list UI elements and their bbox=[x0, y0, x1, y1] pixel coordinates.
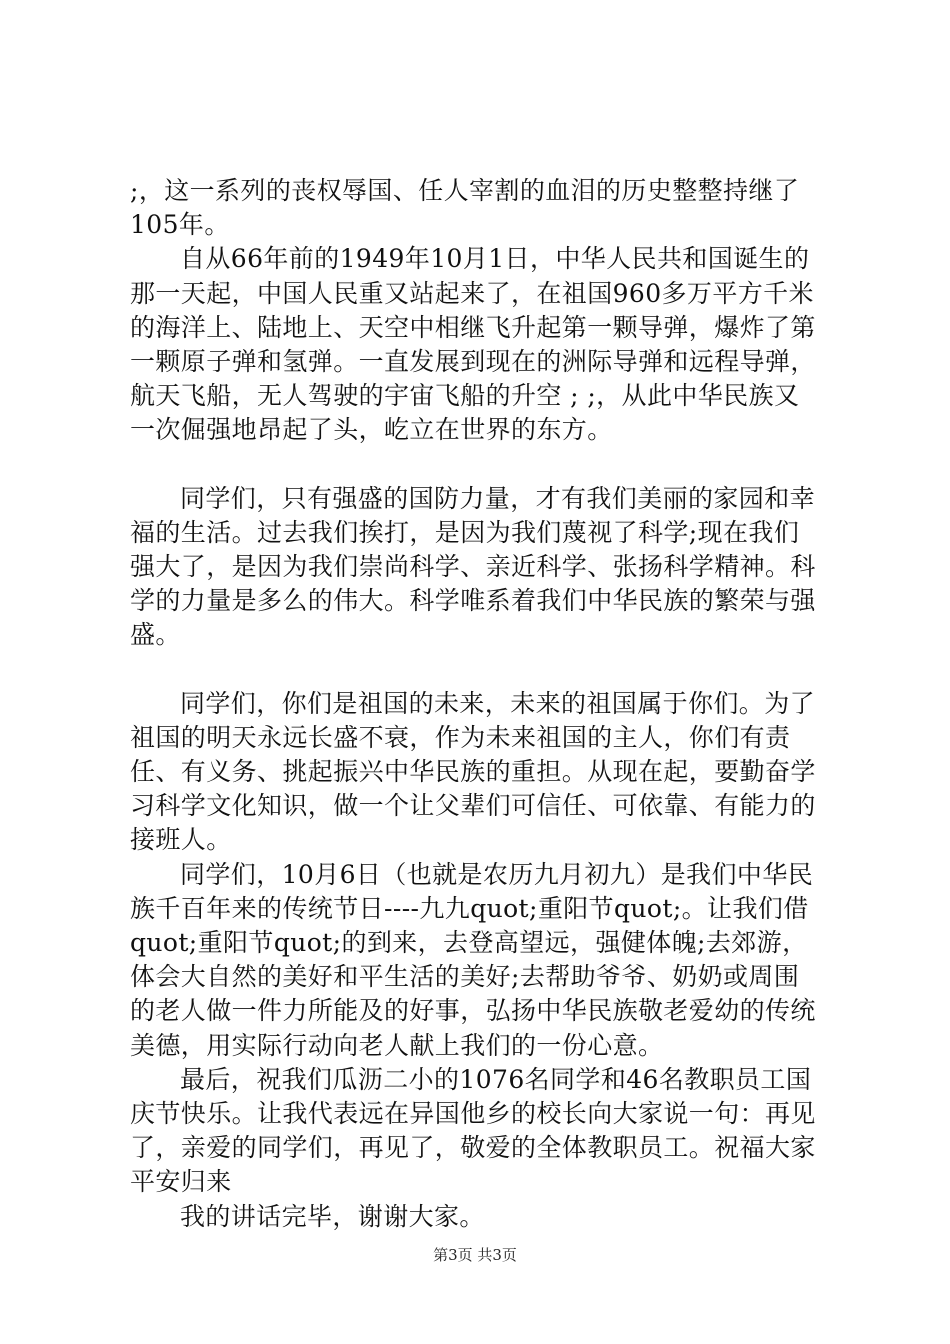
document-body bbox=[130, 174, 822, 1234]
paragraph-5: 同学们，10月6日（也就是农历九月初九）是我们中华民族千百年来的传统节日----九九quot;重阳节quot;。让我们借quot;重阳节quot;的到来，去登高望远，强健体魄;去郊游，体会大自然的美好和平生活的美好;去帮助爷爷、奶奶或周围的老人做一件力所能及的好事，弘扬中华民族敬老爱幼的传统美德，用实际行动向老人献上我们的一份心意。 bbox=[130, 859, 816, 1060]
paragraph-1: ;，这一系列的丧权辱国、任人宰割的血泪的历史整整持继了105年。 bbox=[130, 176, 800, 240]
paragraph-7: 我的讲话完毕，谢谢大家。 bbox=[180, 1201, 485, 1231]
page-footer bbox=[0, 1244, 950, 1265]
paragraph-3: 同学们，只有强盛的国防力量，才有我们美丽的家园和幸福的生活。过去我们挨打，是因为我们蔑视了科学;现在我们强大了，是因为我们崇尚科学、亲近科学、张扬科学精神。科学的力量是多么的伟大。科学唯系着我们中华民族的繁荣与强盛。 bbox=[130, 483, 816, 650]
paragraph-2: 自从66年前的1949年10月1日，中华人民共和国诞生的那一天起，中国人民重又站起来了，在祖国960多万平方千米的海洋上、陆地上、天空中相继飞升起第一颗导弹，爆炸了第一颗原子弹和氢弹。一直发展到现在的洲际导弹和远程导弹，航天飞船，无人驾驶的宇宙飞船的升空 ; ;，从此中华民族又一次倔强地昂起了头，屹立在世界的东方。 bbox=[130, 244, 816, 445]
page-number: 第3页 共3页 bbox=[433, 1246, 517, 1264]
paragraph-6: 最后，祝我们瓜沥二小的1076名同学和46名教职员工国庆节快乐。让我代表远在异国他乡的校长向大家说一句：再见了，亲爱的同学们，再见了，敬爱的全体教职员工。祝福大家平安归来 bbox=[130, 1064, 816, 1197]
paragraph-4: 同学们，你们是祖国的未来，未来的祖国属于你们。为了祖国的明天永远长盛不衰，作为未来祖国的主人，你们有责任、有义务、挑起振兴中华民族的重担。从现在起，要勤奋学习科学文化知识，做一个让父辈们可信任、可依靠、有能力的接班人。 bbox=[130, 688, 816, 855]
